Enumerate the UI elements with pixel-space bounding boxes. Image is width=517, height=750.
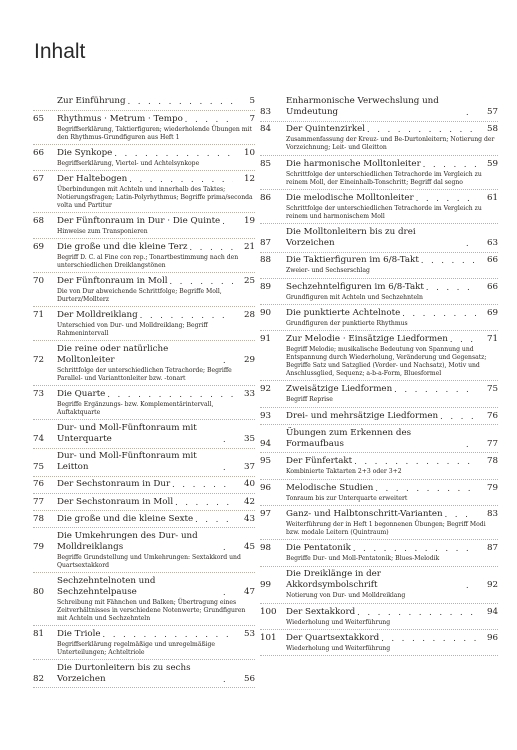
page-number: 56: [243, 673, 255, 684]
entry-divider: [260, 539, 498, 540]
page-number: 10: [243, 148, 255, 158]
chapter-title: Zur Melodie · Einsätzige Liedformen: [286, 334, 448, 345]
toc-entry[interactable]: [260, 96, 498, 118]
page-title: Inhalt: [34, 40, 86, 63]
toc-entry[interactable]: [260, 607, 498, 627]
entry-divider: [260, 121, 498, 122]
dot-leader: [421, 255, 476, 266]
toc-entry[interactable]: [260, 308, 498, 328]
page-number: 61: [486, 192, 498, 203]
entry-divider: [260, 407, 498, 408]
entry-divider: [260, 155, 498, 156]
page-number: 87: [486, 543, 498, 554]
entry-divider: [260, 629, 498, 630]
chapter-title: Die reine oder natürliche Molltonleiter: [57, 344, 169, 366]
chapter-number: 90: [260, 307, 272, 318]
chapter-description: Begriffe Dur- und Moll-Pentatonik; Blues-Melodik: [286, 555, 440, 563]
entry-divider: [33, 110, 255, 111]
entry-divider: [33, 306, 255, 307]
entry-divider: [33, 510, 255, 511]
entry-divider: [33, 448, 255, 449]
chapter-number: 65: [33, 114, 45, 124]
chapter-title: Sechzehntelnoten und Sechzehntelpause: [57, 576, 156, 598]
chapter-number: 99: [260, 580, 272, 591]
page-number: 63: [486, 238, 498, 248]
toc-entry[interactable]: [33, 629, 255, 657]
page-number: 12: [243, 174, 255, 185]
dot-leader: [185, 114, 233, 125]
entry-divider: [33, 340, 255, 341]
chapter-number: 72: [33, 355, 45, 366]
page-number: 78: [486, 456, 498, 467]
dot-leader: [103, 629, 233, 640]
chapter-number: 68: [33, 216, 45, 226]
chapter-description: Grundfiguren mit Achteln und Sechzehnteln: [286, 293, 423, 301]
dot-leader: [354, 456, 476, 467]
chapter-title: Dur- und Moll-Fünftonraum mit Leitton: [57, 451, 197, 473]
page-number: 92: [486, 580, 498, 591]
entry-divider: [33, 476, 255, 477]
toc-entry[interactable]: [260, 334, 498, 378]
chapter-number: 94: [260, 438, 272, 449]
chapter-number: 71: [33, 310, 45, 321]
dot-leader: [223, 674, 233, 685]
entry-divider: [260, 452, 498, 453]
chapter-title: Dur- und Moll-Fünftonraum mit Unterquarte: [57, 423, 197, 445]
toc-entry[interactable]: [33, 96, 255, 107]
toc-column-left: [33, 96, 255, 691]
chapter-description: Unterschied von Dur- und Molldreiklang; Begriff Rahmenintervall: [57, 322, 208, 337]
page-number: 42: [243, 496, 255, 507]
chapter-title: Die harmonische Molltonleiter: [286, 158, 421, 169]
chapter-description: Kombinierte Taktarten 2+3 oder 3+2: [286, 468, 402, 476]
chapter-number: 92: [260, 384, 272, 395]
chapter-title: Der Fünftonraum in Moll: [57, 276, 168, 287]
toc-entry[interactable]: [260, 124, 498, 152]
chapter-description: Zweier- und Sechserschlag: [286, 267, 370, 275]
page-number: 29: [243, 355, 255, 366]
dot-leader: [129, 174, 233, 185]
entry-divider: [33, 385, 255, 386]
chapter-number: 91: [260, 334, 272, 345]
toc-entry[interactable]: [260, 159, 498, 187]
chapter-number: 96: [260, 482, 272, 493]
toc-column-right: [260, 96, 498, 659]
chapter-description: Begriff Reprise: [286, 396, 333, 404]
toc-entry[interactable]: [260, 543, 498, 563]
chapter-title: Die Molltonleitern bis zu drei Vorzeichen: [286, 227, 416, 248]
chapter-title: Sechzehntelfiguren im 6/8-Takt: [286, 281, 424, 292]
dot-leader: [223, 587, 233, 598]
chapter-description: Wiederholung und Weiterführung: [286, 618, 391, 626]
dot-leader: [466, 580, 476, 591]
chapter-title: Melodische Studien: [286, 482, 374, 493]
entry-divider: [260, 479, 498, 480]
chapter-title: Übungen zum Erkennen des Formaufbaus: [286, 427, 412, 449]
entry-divider: [260, 424, 498, 425]
chapter-title: Drei- und mehrsätzige Liedformen: [286, 410, 439, 421]
chapter-title: Ganz- und Halbtonschritt-Varianten: [286, 508, 443, 519]
chapter-number: 100: [260, 606, 277, 617]
chapter-title: Die Pentatonik: [286, 543, 351, 554]
chapter-number: 95: [260, 456, 272, 467]
chapter-title: Der Sechstonraum in Moll: [57, 496, 174, 507]
dot-leader: [357, 607, 476, 618]
page-number: 5: [249, 96, 255, 106]
chapter-description: Weiterführung der in Heft 1 begonnenen Übungen; Begriff Modi bzw. modale Leitern (Quintraum): [286, 520, 486, 536]
page-number: 96: [486, 633, 498, 644]
page-number: 21: [243, 242, 255, 253]
entry-divider: [33, 238, 255, 239]
entry-divider: [260, 330, 498, 331]
chapter-number: 77: [33, 496, 45, 507]
chapter-title: Die Quarte: [57, 389, 106, 400]
toc-entry[interactable]: [33, 114, 255, 142]
entry-divider: [33, 170, 255, 171]
chapter-title: Der Sechstonraum in Dur: [57, 479, 171, 490]
page-number: 83: [486, 508, 498, 519]
dot-leader: [445, 509, 476, 520]
chapter-title: Die punktierte Achtelnote: [286, 307, 401, 318]
page-number: 75: [486, 384, 498, 395]
toc-entry[interactable]: [33, 216, 255, 236]
dot-leader: [222, 216, 233, 227]
dot-leader: [394, 384, 476, 395]
entry-divider: [260, 566, 498, 567]
page-number: 33: [243, 389, 255, 400]
chapter-title: Der Molldreiklang: [57, 310, 138, 321]
dot-leader: [107, 389, 233, 400]
entry-divider: [33, 272, 255, 273]
toc-entry[interactable]: [260, 509, 498, 537]
chapter-title: Der Fünftonraum in Dur · Die Quinte: [57, 216, 221, 226]
entry-divider: [33, 144, 255, 145]
entry-divider: [33, 527, 255, 528]
chapter-title: Die große und die kleine Terz: [57, 242, 188, 253]
chapter-description: Begriffe Ergänzungs- bzw. Komplementärintervall, Auftaktquarte: [57, 401, 214, 416]
chapter-title: Die Synkope: [57, 148, 113, 158]
chapter-number: 67: [33, 174, 45, 185]
chapter-description: Schrittfolge der unterschiedlichen Tetrachorde; Begriffe Parallel- und Varianttonleiter bzw. -tonart: [57, 367, 232, 382]
dot-leader: [466, 439, 476, 450]
chapter-title: Rhythmus · Metrum · Tempo: [57, 114, 183, 124]
toc-entry[interactable]: [33, 479, 255, 490]
chapter-title: Die Taktierfiguren im 6/8-Takt: [286, 255, 419, 266]
page-number: 59: [486, 158, 498, 169]
chapter-number: 69: [33, 242, 45, 253]
dot-leader: [416, 193, 476, 204]
page-number: 77: [486, 438, 498, 449]
chapter-title: Der Quartsextakkord: [286, 633, 380, 644]
chapter-title: Enharmonische Verwechslung und Umdeutung: [286, 96, 439, 117]
toc-entry[interactable]: [33, 344, 255, 383]
entry-divider: [33, 572, 255, 573]
toc-entry[interactable]: [33, 663, 255, 685]
page-number: 57: [486, 107, 498, 117]
dot-leader: [172, 479, 233, 490]
dot-leader: [223, 542, 233, 553]
dot-leader: [195, 514, 233, 525]
dot-leader: [381, 633, 476, 644]
chapter-number: 78: [33, 513, 45, 524]
dot-leader: [223, 434, 233, 445]
toc-entry[interactable]: [33, 576, 255, 623]
chapter-description: Schreibung mit Fähnchen und Balken; Übertragung eines Zeitverhältnisses in verschiedene Notenwerte; Grundfiguren mit Achteln und Sechzehnteln: [57, 599, 246, 622]
dot-leader: [440, 411, 476, 422]
chapter-number: 83: [260, 107, 272, 117]
dot-leader: [223, 355, 233, 366]
dot-leader: [353, 543, 476, 554]
dot-leader: [402, 308, 476, 319]
page-number: 58: [486, 124, 498, 135]
page-number: 66: [486, 281, 498, 292]
page-number: 94: [486, 606, 498, 617]
chapter-description: Wiederholung und Weiterführung: [286, 645, 391, 653]
dot-leader: [190, 242, 233, 253]
chapter-description: Notierung von Dur- und Molldreiklang: [286, 592, 406, 600]
entry-divider: [260, 278, 498, 279]
entry-divider: [33, 687, 255, 688]
chapter-title: Zweisätzige Liedformen: [286, 384, 393, 395]
toc-entry[interactable]: [33, 497, 255, 508]
chapter-title: Die Durtonleitern bis zu sechs Vorzeichen: [57, 662, 191, 684]
page-number: 71: [486, 334, 498, 345]
entry-divider: [260, 223, 498, 224]
page-number: 19: [243, 216, 255, 226]
dot-leader: [114, 148, 233, 159]
dot-leader: [140, 310, 233, 321]
toc-entry[interactable]: [260, 633, 498, 653]
page-number: 47: [243, 587, 255, 598]
dot-leader: [223, 462, 233, 473]
chapter-description: Begriff D. C. al Fine con rep.; Tonartbestimmung nach den unterschiedlichen Dreiklangstönen: [57, 254, 239, 269]
chapter-number: 73: [33, 389, 45, 400]
chapter-description: Begriffserklärung regelmäßige und unregelmäßige Unterteilungen; Achteltriole: [57, 640, 215, 656]
page-number: 35: [243, 434, 255, 445]
chapter-description: Grundfiguren der punktierte Rhythmus: [286, 319, 408, 327]
entry-divider: [33, 419, 255, 420]
toc-entry[interactable]: [260, 255, 498, 275]
chapter-number: 74: [33, 434, 45, 445]
chapter-number: 89: [260, 281, 272, 292]
page-number: 40: [243, 479, 255, 490]
dot-leader: [426, 282, 476, 293]
toc-entry[interactable]: [33, 451, 255, 473]
chapter-title: Der Quintenzirkel: [286, 124, 366, 135]
page-number: 79: [486, 482, 498, 493]
chapter-title: Der Sextakkord: [286, 606, 356, 617]
chapter-description: Die von Dur abweichende Schrittfolge; Begriffe Moll, Durterz/Mollterz: [57, 288, 222, 303]
chapter-number: 84: [260, 124, 272, 135]
entry-divider: [33, 625, 255, 626]
entry-divider: [260, 189, 498, 190]
entry-divider: [260, 505, 498, 506]
chapter-title: Die große und die kleine Sexte: [57, 513, 194, 524]
toc-entry[interactable]: [33, 310, 255, 338]
chapter-description: Tonraum bis zur Unterquarte erweitert: [286, 494, 408, 502]
page-number: 53: [243, 628, 255, 639]
toc-entry[interactable]: [33, 174, 255, 210]
toc-entry[interactable]: [260, 384, 498, 404]
page-number: 66: [486, 255, 498, 266]
chapter-number: 80: [33, 587, 45, 598]
entry-divider: [33, 493, 255, 494]
page-number: 69: [486, 307, 498, 318]
toc-entry[interactable]: [260, 411, 498, 422]
entry-divider: [33, 212, 255, 213]
toc-entry[interactable]: [33, 531, 255, 570]
chapter-description: Begriffserklärung, Viertel- und Achtelsynkope: [57, 160, 200, 167]
page-number: 45: [243, 542, 255, 553]
entry-divider: [260, 603, 498, 604]
toc-entry[interactable]: [260, 193, 498, 221]
dot-leader: [375, 483, 476, 494]
dot-leader: [367, 124, 476, 135]
dot-leader: [466, 107, 476, 118]
toc-entry[interactable]: [260, 456, 498, 476]
chapter-number: 87: [260, 238, 272, 248]
chapter-title: Der Fünfertakt: [286, 456, 353, 467]
dot-leader: [450, 334, 476, 345]
chapter-title: Die Dreiklänge in der Akkordsymbolschrift: [286, 569, 381, 591]
dot-leader: [466, 238, 476, 249]
entry-divider: [260, 304, 498, 305]
chapter-number: 97: [260, 508, 272, 519]
chapter-number: 76: [33, 479, 45, 490]
chapter-number: 101: [260, 633, 277, 644]
page-number: 43: [243, 513, 255, 524]
chapter-description: Begriffserklärung, Taktierfiguren; wiederholende Übungen mit den Rhythmus-Grundfiguren aus Heft 1: [57, 126, 252, 141]
entry-divider: [260, 655, 498, 656]
toc-entry[interactable]: [260, 428, 498, 450]
toc-entry[interactable]: [260, 227, 498, 249]
chapter-number: 93: [260, 410, 272, 421]
chapter-number: 66: [33, 148, 45, 158]
dot-leader: [128, 96, 233, 107]
chapter-description: Zusammenfassung der Kreuz- und Be-Durtonleitern; Notierung der Vorzeichnung; Leit- und Gleitton: [286, 136, 495, 152]
chapter-number: 86: [260, 192, 272, 203]
dot-leader: [423, 159, 476, 170]
chapter-number: 79: [33, 542, 45, 553]
dot-leader: [170, 276, 233, 287]
chapter-title: Der Haltebogen: [57, 174, 128, 185]
toc-entry[interactable]: [260, 569, 498, 600]
entry-divider: [260, 252, 498, 253]
toc-entry[interactable]: [33, 148, 255, 168]
entry-divider: [33, 659, 255, 660]
chapter-title: Die Triole: [57, 628, 101, 639]
toc-entry[interactable]: [33, 514, 255, 525]
chapter-number: 81: [33, 628, 45, 639]
chapter-title: Die Umkehrungen des Dur- und Molldreiklangs: [57, 531, 198, 553]
chapter-description: Hinweise zum Transponieren: [57, 228, 148, 235]
chapter-description: Begriff Melodie; musikalische Bedeutung von Spannung und Entspannung durch Wiederholung, Veränderung und Gegensatz; Begriffe Satz und Satzglied (Vorder- und Nachsatz), Motiv und Anschlussglied, Sequenz; a-b-a-Form, Bluesformel: [286, 346, 487, 377]
toc-entry[interactable]: [33, 276, 255, 304]
chapter-number: 82: [33, 673, 45, 684]
chapter-title: Zur Einführung: [57, 96, 126, 106]
chapter-number: 85: [260, 158, 272, 169]
toc-entry[interactable]: [260, 282, 498, 302]
toc-entry[interactable]: [33, 242, 255, 270]
chapter-number: 70: [33, 276, 45, 287]
toc-entry[interactable]: [33, 389, 255, 417]
page-number: 7: [249, 114, 255, 124]
entry-divider: [260, 380, 498, 381]
chapter-number: 75: [33, 462, 45, 473]
chapter-description: Schrittfolge der unterschiedlichen Tetrachorde im Vergleich zu reinem Moll, der Eineinhalb-Tonschritt; Begriff dal segno: [286, 170, 482, 186]
toc-entry[interactable]: [260, 483, 498, 503]
chapter-number: 98: [260, 543, 272, 554]
chapter-description: Schrittfolge der unterschiedlichen Tetrachorde im Vergleich zu reinem und harmonischem Moll: [286, 204, 482, 220]
chapter-title: Die melodische Molltonleiter: [286, 192, 414, 203]
toc-entry[interactable]: [33, 423, 255, 445]
dot-leader: [175, 497, 233, 508]
chapter-number: 88: [260, 255, 272, 266]
page-number: 25: [243, 276, 255, 287]
chapter-description: Begriffe Grundstellung und Umkehrungen: Sextakkord und Quartsextakkord: [57, 554, 241, 569]
chapter-description: Überbindungen mit Achteln und innerhalb des Taktes; Notierungsfragen; Latin-Polyrhythmus; Begriffe prima/seconda volta und Partitur: [57, 186, 253, 209]
page-number: 76: [486, 410, 498, 421]
page-number: 28: [243, 310, 255, 321]
page-number: 37: [243, 462, 255, 473]
